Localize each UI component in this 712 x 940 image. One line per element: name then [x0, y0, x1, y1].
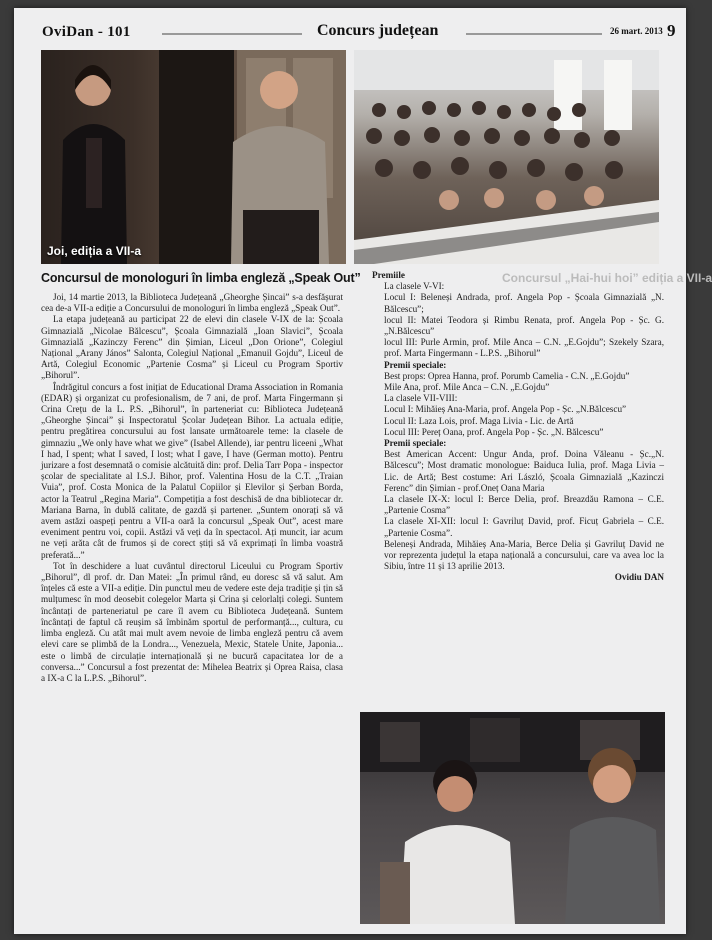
prize-line: Premii speciale: — [384, 359, 447, 370]
photo-caption: Joi, ediția a VII-a — [47, 244, 142, 258]
prize-line: La clasele V-VI: — [384, 281, 445, 292]
prize-line: Mile Ana, prof. Mile Anca – C.N. „E.Gojdu” — [384, 382, 550, 393]
photo-speakers — [360, 712, 665, 924]
photo-audience — [354, 50, 659, 264]
prize-line: Locul III: Pereț Oana, prof. Angela Pop - Șc. „N. Bălcescu” — [384, 426, 604, 437]
prize-line: La clasele IX-X: locul I: Berce Delia, prof. Breazdău Ramona – C.E. „Partenie Cosma” — [384, 494, 664, 516]
prize-line: Locul I: Mihăieș Ana-Maria, prof. Angela Pop - Șc. „N.Bălcescu” — [384, 404, 627, 415]
publication-name: OviDan - 101 — [42, 24, 131, 40]
photo-presenters — [41, 50, 346, 264]
prize-line: Locul I: Beleneși Andrada, prof. Angela Pop - Școala Gimnazială „N. Bălcescu”; — [384, 292, 664, 314]
article-title: Concursul de monologuri în limba engleză „Speak Out” — [41, 271, 361, 285]
prize-line: locul II: Matei Teodora și Rimbu Renata, prof. Angela Pop - Șc. G. „N.Bălcescu” — [384, 314, 664, 337]
article-paragraph: Joi, 14 martie 2013, la Biblioteca Județeană „Gheorghe Șincai” s-a desfășurat cea de-a VII-a ediție a Concursului de monologuri în limba engleză „Speak Out”. — [41, 292, 343, 314]
article-author: Ovidiu DAN — [614, 572, 664, 583]
newspaper-page — [14, 8, 712, 934]
prize-line: Premii speciale: — [384, 438, 447, 449]
bleed-through-title: Concursul „Hai-hui hoi” ediția a VII-a — [502, 271, 712, 285]
prize-line: Locul II: Laza Lois, prof. Maga Livia - Lic. de Artă — [384, 415, 574, 426]
page-header — [42, 21, 676, 44]
article-paragraph: Tot în deschidere a luat cuvântul directorul Liceului cu Program Sportiv „Bihorul”, dl prof. dr. Dan Matei: „În primul rând, eu doresc să vă salut. Am înțeles că este a VII-a ediție. Din punctul meu de vedere este deja tradiție și țin să mulțumesc în mod deosebit colegelor Marta și Crina și celorlalți colegi. Suntem încântați de parteneriatul pe care îl avem cu Biblioteca Județeană. Suntem încântați de faptul că reușim să îmbinăm sportul de performanță..., cultura, cu limba engleză. Cu atât mai mult avem nevoie de limba engleză pentru că avem elevi care se plimbă de la Londra..., Venezuela, Mexic, Statele Unite, Japonia... este o limbă de circulație internațională și ne bucură capacitatea lor de a conversa...” Concursul a fost prezentat de: Mihelea Beatrix și Oprea Raisa, clasa a IX-a C la L.P.S. „Bihorul”. — [41, 560, 343, 683]
prizes-list — [372, 270, 664, 584]
prize-line: Premiile — [372, 270, 405, 280]
header-rule-right — [466, 33, 602, 35]
section-title: Concurs județean — [317, 22, 439, 39]
prize-line: La clasele XI-XII: locul I: Gavriluț David, prof. Ficuț Gabriela – C.E. „Partenie Cosma”. — [384, 516, 664, 538]
article-paragraph: Îndrăgitul concurs a fost inițiat de Educational Drama Association in Romania (EDAR) și organizat cu profesionalism, de 7 ani, de prof. Marta Fingermann și Crina Crețu de la L. P.S. „Bihorul”, în parteneriat cu: Biblioteca Județeană „Gheorghe Șincai” și Inspectoratul Școlar Județean Bihor. La actuala ediție, pentru pregătirea concursului au fost lansate următoarele teme: la clasele de gimnaziu „We only have what we give” (Isabel Allende), iar pentru liceeni „What I had, I spent; what I saved, I lost; what I gave, I have (German motto). Pentru jurizare a fost desemnată o comisie alcătuită din: prof. Delia Tarr Popa - inspector școlar de specialitate al I.S.J. Bihor, prof. Valentina Hosu de la C.T. „Traian Vuia”, prof. Costa Monica de la Palatul Copiilor și Elevilor și Șerban Borda, actor la Teatrul „Regina Maria”. Competiția a fost deschisă de dna bibliotecar dr. Mariana Barna, în dublă calitate, de gazdă și partener. „Suntem onorați să vă avem astăzi oaspeți pentru a VII-a oară la concursul „Speak Out”, acest mare eveniment pentru voi, copii. Astăzi vă veți da în spectacol. Ați muncit, iar acum ne veți arăta cât de frumos și de corect știți să vă exprimați în limba voastră preferată...” — [41, 381, 343, 560]
article-paragraph: La etapa județeană au participat 22 de elevi din clasele V-IX de la: Școala Gimnazială „Nicolae Bălcescu”, Școala Gimnazială „Ioan Slavici”, Școala Gimnazială „Kazinczy Ferenc” din Șimian, Liceul „Don Orione”, Colegiul Național „Arany János” Salonta, Colegiul Național „Emanuil Gojdu”, Liceul de Artă, Colegiul Economic „Partenie Cosma” și Liceul cu Program Sportiv „Bihorul”. — [41, 314, 343, 381]
page-number: 9 — [667, 21, 676, 40]
prize-line: Beleneși Andrada, Mihăieș Ana-Maria, Berce Delia și Gavriluț David ne vor reprezenta județul la etapa națională a concursului, care va avea loc la Sibiu, între 11 și 13 aprilie 2013. — [384, 538, 664, 572]
prize-line: Best American Accent: Ungur Anda, prof. Doina Văleanu - Șc.„N. Bălcescu”; Most dramatic monologue: Baiduca Iulia, prof. Maga Livia – Lic. de Artă; Best costume: Ari László, Școala Gimnazială „Kazinczi Ferenc” din Șimian - prof.Oneț Oana Maria — [384, 449, 664, 493]
prize-line: Best props: Oprea Hanna, prof. Porumb Camelia - C.N. „E.Gojdu” — [384, 370, 630, 381]
header-rule-left — [162, 33, 302, 35]
prize-line: locul III: Purle Armin, prof. Mile Anca – C.N. „E.Gojdu”; Szekely Szara, prof. Marta Fingermann - L.P.S. „Bihorul” — [384, 337, 664, 359]
prize-line: La clasele VII-VIII: — [384, 393, 458, 404]
issue-date: 26 mart. 2013 — [610, 26, 663, 36]
article-body — [41, 292, 343, 684]
